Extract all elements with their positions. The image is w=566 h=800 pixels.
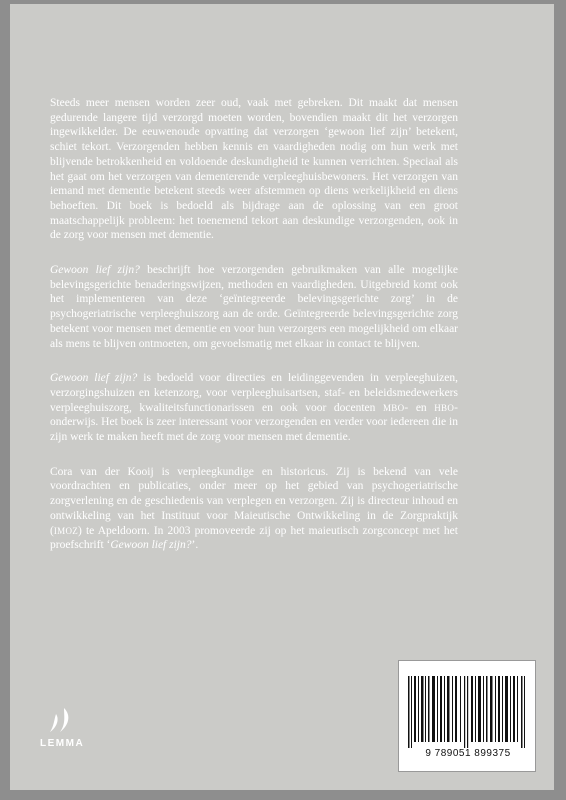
paragraph-3	[50, 371, 458, 445]
paragraph-3-text-c: -onderwijs. Het boek is zeer interessant voor verzorgenden en verder voor iedereen die in zijn werk te maken heeft met de zorg voor mensen met dementie.	[50, 401, 458, 444]
paragraph-4-text-a: Cora van der Kooij is verpleegkundige en historicus. Zij is bekend van vele voordrachten en publicaties, onder meer op het gebied van psychogeriatrische zorgverlening en de geschiedenis van verplegen en verzorgen. Zij is directeur inhoud en ontwikkeling van het Instituut voor Maieutische Ontwikkeling in de Zorgpraktijk (	[50, 465, 458, 537]
imoz-abbrev: IMOZ	[53, 525, 79, 536]
barcode-icon	[406, 676, 528, 748]
paragraph-1-text: Steeds meer mensen worden zeer oud, vaak met gebreken. Dit maakt dat mensen gedurende langere tijd verzorgd moeten worden, bovendien maakt dit het verzorgen ingewikkelder. De eeuwenoude opvatting dat verzorgen ‘gewoon lief zijn’ betekent, schiet tekort. Verzorgenden hebben kennis en vaardigheden nodig om hun werk met blijvende betrokkenheid en voldoende deskundigheid te kunnen verrichten. Speciaal als het gaat om het verzorgen van dementerende verpleeghuisbewoners. Het verzorgen van iemand met dementie betekent steeds weer afstemmen op diens werkelijkheid en diens behoeften. Dit boek is bedoeld als bijdrage aan de oplossing van een groot maatschappelijk probleem: het toenemend tekort aan deskundige verzorgenden, ook in de zorg voor mensen met dementie.	[50, 97, 458, 242]
paragraph-2-text: beschrijft hoe verzorgenden gebruikmaken van alle mogelijke belevingsgerichte benaderingswijzen, methoden en vaardigheden. Uitgebreid komt ook het implementeren van deze ‘geïntegreerde belevingsgerichte zorg’ in de psychogeriatrische verpleeghuiszorg aan de orde. Geïntegreerde belevingsgerichte zorg betekent voor mensen met dementie en voor hun verzorgers een mogelijkheid om elkaar als mens te blijven ontmoeten, om gevoelsmatig met elkaar in contact te blijven.	[50, 264, 459, 350]
barcode-digits: 9 789051 899375	[425, 748, 511, 759]
paragraph-4-text-c: ’.	[191, 539, 199, 552]
paragraph-2	[50, 263, 458, 351]
paragraph-1	[50, 96, 458, 243]
blurb-text	[50, 96, 458, 573]
paragraph-3-text-b: - en	[404, 401, 435, 414]
paragraph-3-text-a: is bedoeld voor directies en leidinggevenden in verpleeghuizen, verzorgingshuizen en ketenzorg, voor verpleeghuisartsen, staf- en beleidsmedewerkers verpleeghuiszorg, kwaliteitsfunctionarissen en ook voor docenten	[50, 372, 458, 414]
publisher-name: LEMMA	[40, 738, 85, 749]
hbo-abbrev: HBO	[434, 402, 455, 413]
mbo-abbrev: MBO	[383, 402, 405, 413]
book-title-italic: Gewoon lief zijn?	[50, 264, 140, 277]
book-title-italic: Gewoon lief zijn?	[50, 372, 138, 385]
paragraph-4	[50, 465, 458, 553]
book-title-italic: Gewoon lief zijn?	[110, 539, 192, 552]
paragraph-4-text-b: ) te Apeldoorn. In 2003 promoveerde zij op het maieutisch zorgconcept met het proefschrift ‘	[50, 524, 458, 552]
